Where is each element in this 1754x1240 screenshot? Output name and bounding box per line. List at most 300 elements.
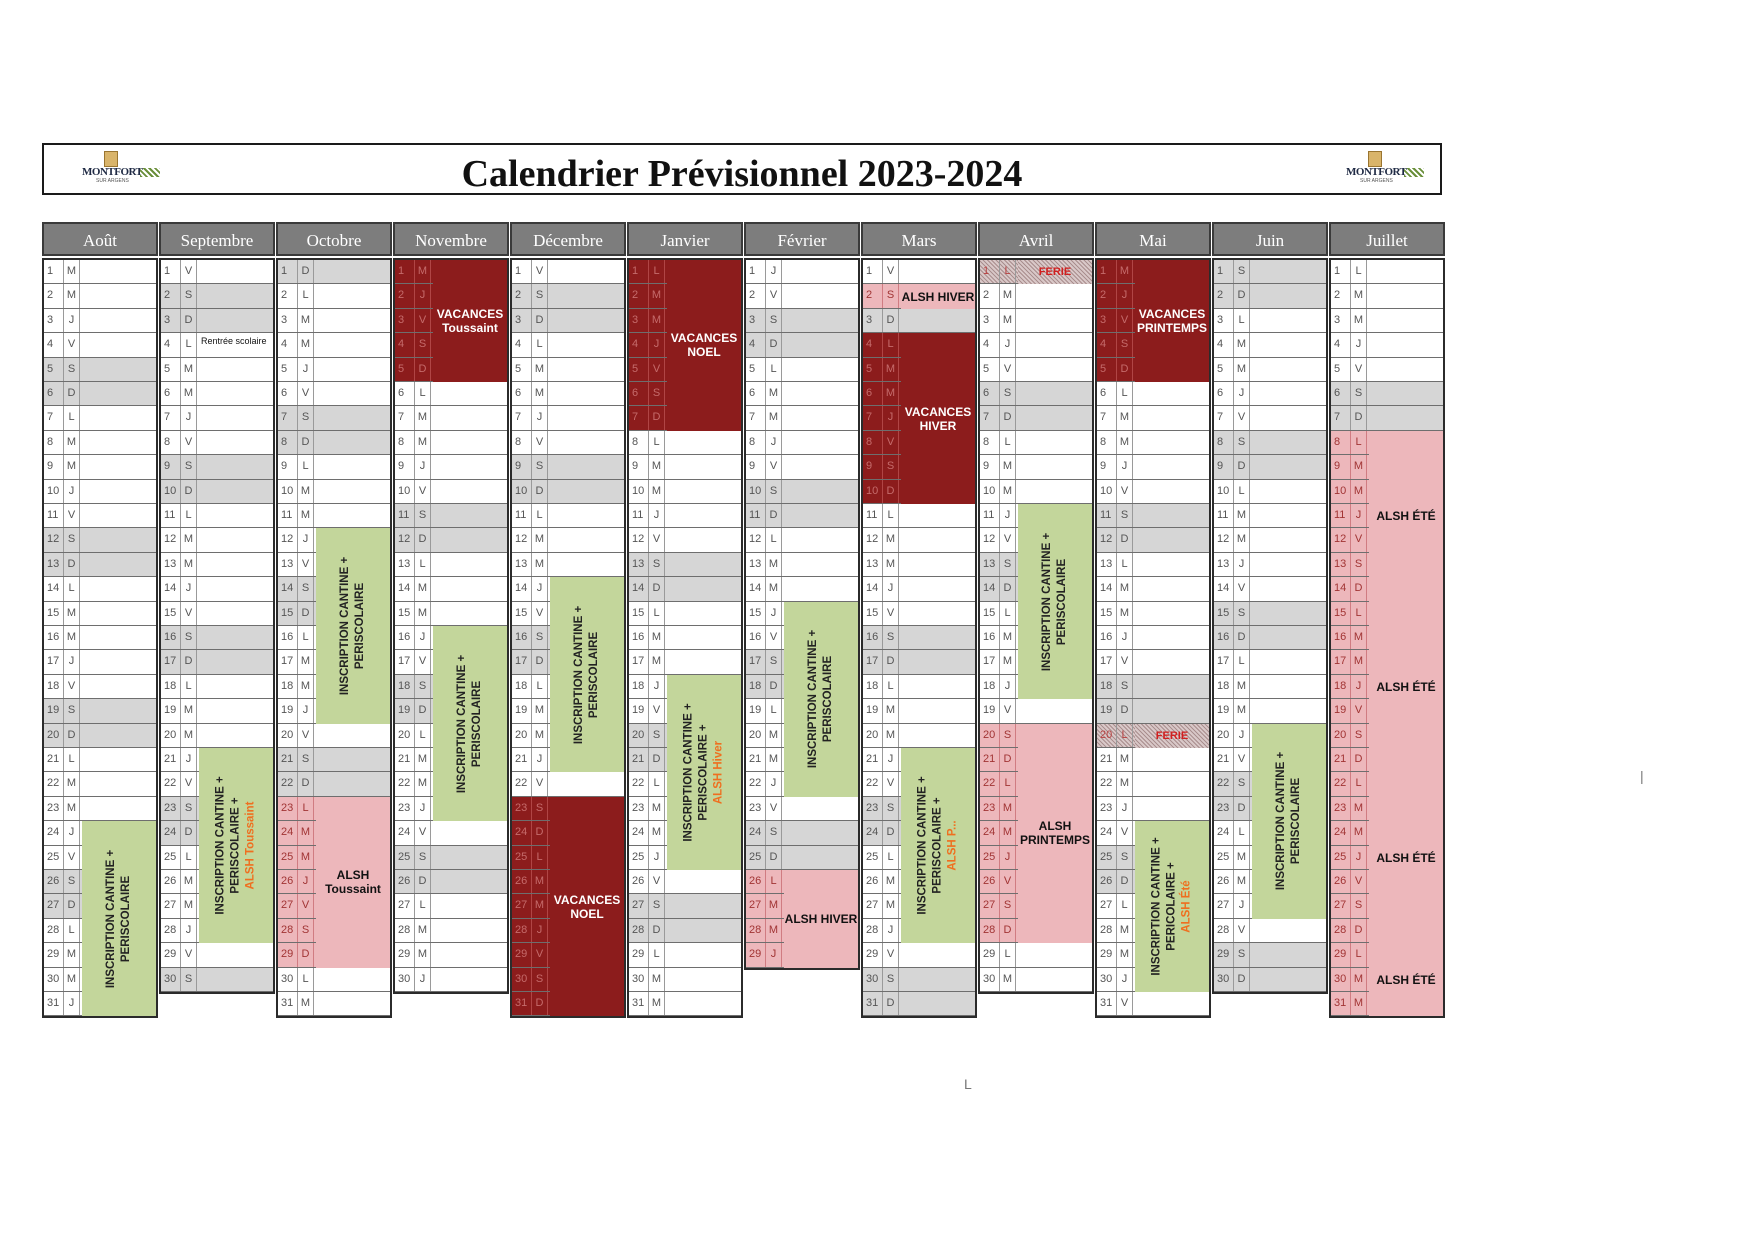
day-letter: S [649,553,665,576]
day-number: 8 [44,431,64,454]
day-number: 12 [1214,528,1234,551]
day-letter: L [415,894,431,917]
day-letter: M [1234,528,1250,551]
day-row [278,333,390,357]
day-letter: M [1117,772,1133,795]
day-letter: V [298,382,314,405]
day-number: 27 [1097,894,1117,917]
day-number: 19 [395,699,415,722]
day-number: 23 [629,797,649,820]
day-row [161,724,273,748]
day-letter: M [181,894,197,917]
day-number: 23 [1331,797,1351,820]
inscription-line: INSCRIPTION CANTINE + [682,703,695,842]
inscription-label [1040,532,1070,670]
day-number: 13 [1331,553,1351,576]
day-number: 18 [1214,675,1234,698]
day-letter: M [1351,821,1367,844]
day-number: 13 [1214,553,1234,576]
day-row [1331,406,1443,430]
day-row [161,528,273,552]
day-number: 7 [44,406,64,429]
ferie-block [1018,260,1092,284]
day-letter: S [1000,724,1016,747]
day-letter: S [766,650,782,673]
day-row [1214,333,1326,357]
day-number: 10 [980,480,1000,503]
day-letter: S [1117,333,1133,356]
day-letter: L [1234,480,1250,503]
month-header: Mai [1095,222,1211,256]
day-letter: J [415,797,431,820]
day-row [161,358,273,382]
day-letter: D [883,821,899,844]
inscription-line: INSCRIPTION CANTINE + [807,630,819,769]
day-row [512,553,624,577]
day-letter: V [1000,528,1016,551]
day-letter: V [1117,309,1133,332]
day-number: 26 [1214,870,1234,893]
day-letter: V [415,309,431,332]
month-body [744,258,860,970]
day-row [278,772,390,796]
day-letter: D [181,650,197,673]
day-number: 4 [512,333,532,356]
day-letter: D [1000,919,1016,942]
inscription-line: INSCRIPTION CANTINE + [339,556,351,696]
day-number: 12 [44,528,64,551]
day-number: 24 [1214,821,1234,844]
day-letter: S [415,846,431,869]
day-row [863,553,975,577]
day-letter: V [1117,480,1133,503]
block-label: VACANCES PRINTEMPS [1136,307,1207,335]
day-number: 5 [278,358,298,381]
day-letter: L [298,284,314,307]
day-letter: M [1234,333,1250,356]
day-letter: S [298,577,314,600]
day-letter: J [1351,846,1367,869]
day-number: 14 [980,577,1000,600]
day-letter: M [883,553,899,576]
block-label: ALSH HIVER [901,289,975,304]
day-row [1097,480,1209,504]
day-number: 22 [278,772,298,795]
day-number: 4 [863,333,883,356]
day-row [629,870,741,894]
day-letter: J [649,504,665,527]
day-number: 9 [629,455,649,478]
day-row [278,968,390,992]
day-row [1331,333,1443,357]
day-number: 30 [161,968,181,991]
inscription-label [916,776,961,914]
inscription-block [82,821,156,1016]
day-number: 12 [161,528,181,551]
day-number: 6 [278,382,298,405]
day-letter: M [766,919,782,942]
day-number: 31 [1331,992,1351,1015]
day-letter: L [1234,309,1250,332]
day-number: 9 [1097,455,1117,478]
day-row [1214,431,1326,455]
day-number: 17 [395,650,415,673]
day-number: 1 [980,260,1000,283]
day-number: 30 [278,968,298,991]
day-letter: M [649,455,665,478]
day-letter: D [415,870,431,893]
day-letter: M [766,748,782,771]
day-row [44,358,156,382]
day-letter: S [883,797,899,820]
inscription-line: PERISCOLAIRE [822,656,834,743]
day-number: 4 [278,333,298,356]
day-letter: J [298,699,314,722]
day-number: 13 [44,553,64,576]
month-header: Septembre [159,222,275,256]
day-letter: J [532,919,548,942]
day-number: 6 [746,382,766,405]
day-number: 3 [629,309,649,332]
day-letter: M [883,358,899,381]
day-letter: V [1117,992,1133,1015]
day-number: 22 [512,772,532,795]
inscription-label [572,606,602,744]
day-number: 4 [1097,333,1117,356]
day-letter: S [532,455,548,478]
day-letter: M [298,309,314,332]
day-row [980,406,1092,430]
day-row [1214,919,1326,943]
day-row [44,455,156,479]
day-number: 11 [980,504,1000,527]
day-row [980,455,1092,479]
inscription-line: PERISCOLAIRE [471,680,483,767]
day-number: 20 [512,724,532,747]
day-row [395,480,507,504]
day-row [746,797,858,821]
day-number: 18 [863,675,883,698]
day-letter: V [64,846,80,869]
month-header: Janvier [627,222,743,256]
day-number: 26 [395,870,415,893]
day-row [1214,650,1326,674]
day-row [863,724,975,748]
day-number: 24 [1097,821,1117,844]
day-letter: J [1000,675,1016,698]
day-row [1214,943,1326,967]
day-letter: S [766,480,782,503]
day-number: 24 [746,821,766,844]
day-letter: M [1000,650,1016,673]
day-row [746,528,858,552]
day-letter: D [1234,455,1250,478]
day-letter: D [532,309,548,332]
day-row [44,333,156,357]
day-number: 11 [395,504,415,527]
day-number: 17 [1331,650,1351,673]
day-letter: M [649,992,665,1015]
month-column-3 [276,222,392,1016]
day-letter: J [883,748,899,771]
day-letter: J [766,431,782,454]
day-letter: V [1234,406,1250,429]
day-letter: S [1351,894,1367,917]
day-number: 8 [512,431,532,454]
day-number: 5 [395,358,415,381]
inscription-block [199,748,273,943]
alsh-block [1369,431,1443,602]
day-letter: S [766,821,782,844]
day-letter: S [415,504,431,527]
day-letter: S [64,699,80,722]
day-number: 4 [1214,333,1234,356]
day-number: 20 [1097,724,1117,747]
day-number: 20 [161,724,181,747]
month-body [159,258,275,994]
day-letter: S [1000,382,1016,405]
day-number: 28 [1097,919,1117,942]
day-number: 28 [1331,919,1351,942]
day-number: 1 [746,260,766,283]
day-letter: M [766,382,782,405]
inscription-line: PERISCOLAIRE [1056,558,1068,645]
day-row [629,528,741,552]
day-row [1097,504,1209,528]
day-row [863,699,975,723]
day-number: 17 [512,650,532,673]
day-letter: S [181,797,197,820]
day-row [1097,406,1209,430]
day-row [278,382,390,406]
day-number: 19 [278,699,298,722]
month-column-11 [1212,222,1328,1016]
day-number: 6 [1214,382,1234,405]
day-letter: V [1234,748,1250,771]
day-row [629,431,741,455]
day-number: 27 [1214,894,1234,917]
inscription-label [1150,837,1195,975]
day-number: 23 [395,797,415,820]
stray-mark: | [1640,768,1644,784]
month-column-7 [744,222,860,1016]
vacances-block [667,260,741,431]
day-number: 4 [629,333,649,356]
day-letter: M [298,821,314,844]
day-number: 16 [278,626,298,649]
day-number: 17 [161,650,181,673]
day-number: 24 [629,821,649,844]
day-number: 19 [44,699,64,722]
vacances-block [550,797,624,1017]
day-letter: L [415,553,431,576]
day-letter: D [415,528,431,551]
day-number: 9 [395,455,415,478]
day-number: 21 [863,748,883,771]
day-letter: V [1000,358,1016,381]
day-letter: M [1234,675,1250,698]
day-row [44,406,156,430]
day-row [44,626,156,650]
day-letter: D [181,821,197,844]
day-row [746,455,858,479]
day-row [161,626,273,650]
day-row [1214,528,1326,552]
day-letter: S [1117,504,1133,527]
day-letter: J [1000,333,1016,356]
day-letter: L [1117,382,1133,405]
day-row [1097,602,1209,626]
day-row [44,577,156,601]
day-number: 20 [863,724,883,747]
day-number: 23 [512,797,532,820]
day-row [629,504,741,528]
day-letter: M [181,358,197,381]
day-number: 10 [629,480,649,503]
day-number: 15 [863,602,883,625]
day-letter: S [649,894,665,917]
day-number: 6 [1331,382,1351,405]
day-row [512,528,624,552]
day-number: 30 [1097,968,1117,991]
day-letter: D [649,577,665,600]
vacances-block [1135,260,1209,382]
day-row [395,943,507,967]
day-row [980,333,1092,357]
day-letter: M [883,699,899,722]
inscription-line: PERISCOLAIRE + [697,724,710,821]
day-row [629,602,741,626]
day-number: 14 [629,577,649,600]
day-number: 12 [278,528,298,551]
day-letter: V [883,772,899,795]
day-number: 5 [980,358,1000,381]
month-column-4 [393,222,509,1016]
day-number: 15 [395,602,415,625]
day-row [746,577,858,601]
day-number: 3 [512,309,532,332]
day-number: 31 [44,992,64,1015]
day-number: 22 [44,772,64,795]
day-number: 19 [1097,699,1117,722]
day-number: 9 [746,455,766,478]
day-row [512,455,624,479]
day-letter: D [883,992,899,1015]
day-letter: J [649,333,665,356]
day-number: 11 [44,504,64,527]
day-number: 6 [512,382,532,405]
block-label: ALSH HIVER [784,911,858,926]
day-row [512,333,624,357]
day-letter: L [415,382,431,405]
day-number: 31 [278,992,298,1015]
day-letter: V [1351,358,1367,381]
day-number: 14 [161,577,181,600]
day-letter: J [1117,284,1133,307]
day-number: 5 [1214,358,1234,381]
day-number: 6 [395,382,415,405]
day-number: 13 [161,553,181,576]
day-letter: V [181,943,197,966]
day-row [1097,675,1209,699]
day-letter: V [298,894,314,917]
day-letter: S [766,309,782,332]
day-row [980,699,1092,723]
day-letter: L [532,675,548,698]
alsh-block [901,284,975,308]
day-number: 16 [1097,626,1117,649]
day-letter: M [1117,943,1133,966]
day-row [1331,382,1443,406]
day-row [44,431,156,455]
day-number: 13 [278,553,298,576]
day-row [863,602,975,626]
day-number: 2 [1097,284,1117,307]
day-row [1331,309,1443,333]
month-body [627,258,743,1018]
day-letter: M [883,724,899,747]
day-number: 26 [512,870,532,893]
day-number: 1 [1097,260,1117,283]
day-letter: S [298,406,314,429]
day-row [278,284,390,308]
day-number: 28 [629,919,649,942]
day-number: 16 [629,626,649,649]
block-label: ALSH ÉTÉ [1376,679,1436,694]
day-number: 28 [512,919,532,942]
day-letter: D [532,650,548,673]
day-number: 25 [1214,846,1234,869]
day-letter: M [1117,919,1133,942]
day-letter: M [181,870,197,893]
day-letter: D [298,260,314,283]
day-number: 2 [278,284,298,307]
day-number: 13 [980,553,1000,576]
day-row [278,504,390,528]
day-row [512,431,624,455]
day-letter: L [64,406,80,429]
day-letter: M [1117,431,1133,454]
day-letter: S [883,455,899,478]
day-number: 29 [278,943,298,966]
day-number: 24 [278,821,298,844]
day-row [863,260,975,284]
day-letter: V [415,480,431,503]
inscription-line: PERISCOLAIRE + [931,797,944,894]
day-row [278,309,390,333]
day-number: 23 [161,797,181,820]
day-row [395,553,507,577]
day-row [278,480,390,504]
day-letter: L [64,919,80,942]
day-number: 17 [746,650,766,673]
day-number: 20 [980,724,1000,747]
day-letter: L [1000,431,1016,454]
montfort-logo-right: MONTFORT SUR ARGENS [1346,151,1431,189]
day-number: 23 [278,797,298,820]
day-number: 21 [746,748,766,771]
month-header: Février [744,222,860,256]
day-letter: S [298,919,314,942]
day-row [746,821,858,845]
day-row [512,772,624,796]
day-letter: D [649,406,665,429]
day-row [746,846,858,870]
inscription-block [901,748,975,943]
day-letter: D [181,480,197,503]
day-letter: D [883,309,899,332]
month-header: Novembre [393,222,509,256]
